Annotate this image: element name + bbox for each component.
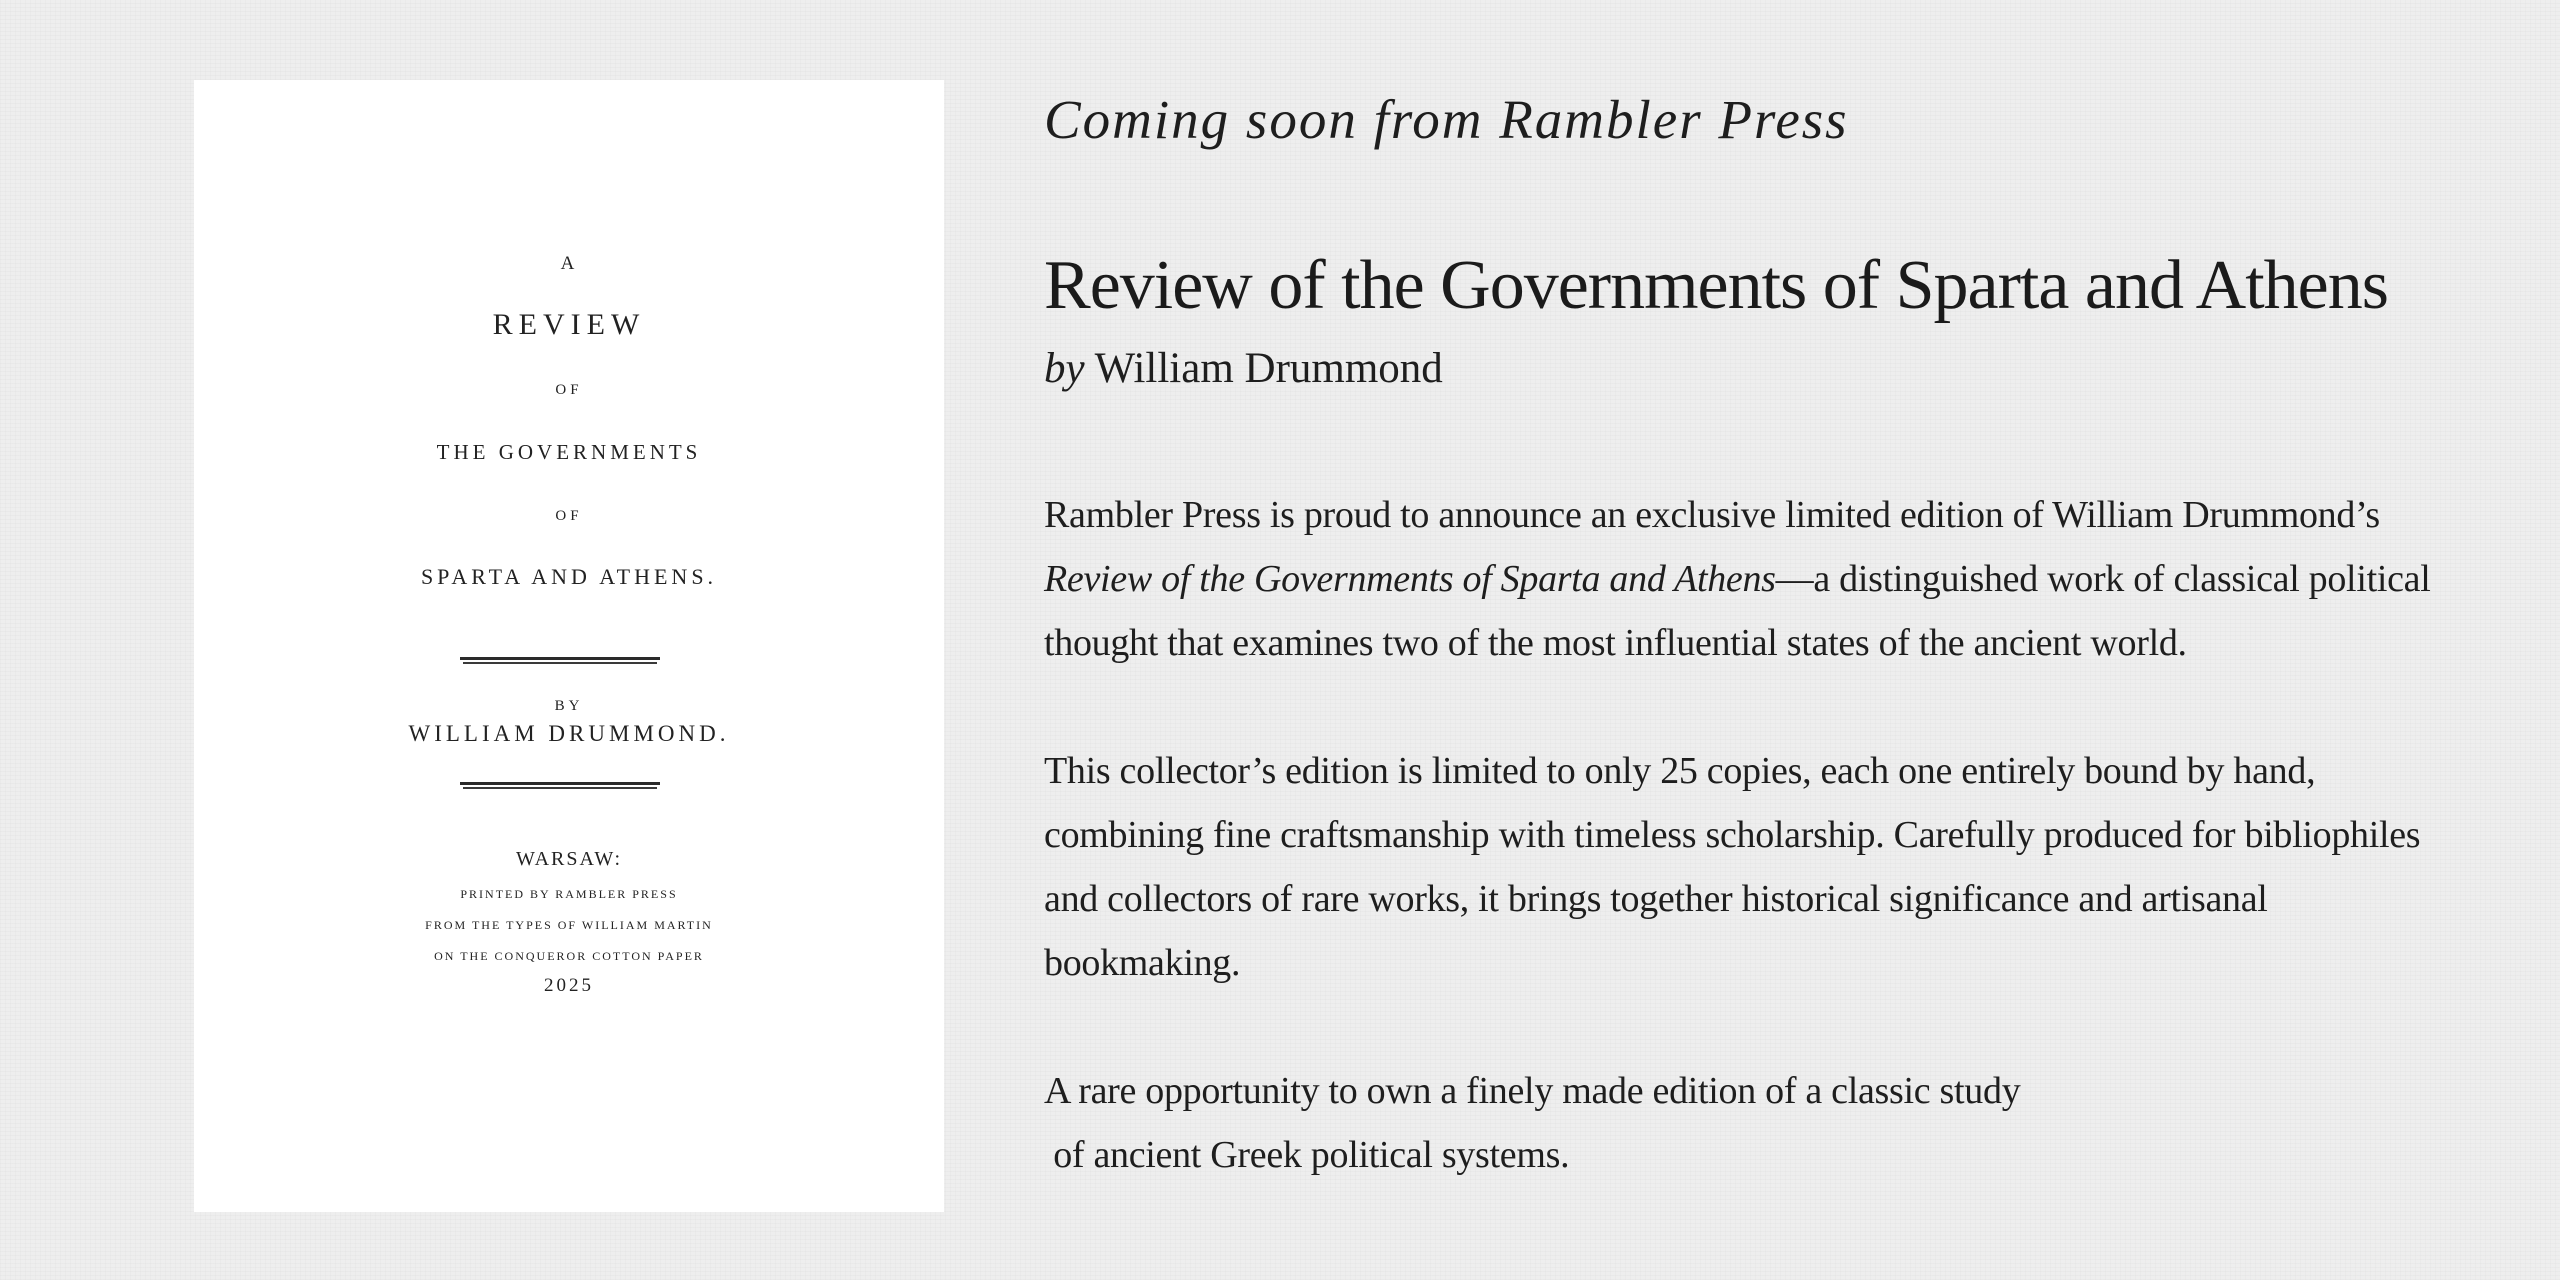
byline-author: William Drummond (1094, 345, 1443, 392)
title-page-printer: PRINTED BY RAMBLER PRESS (460, 887, 678, 901)
book-title: Review of the Governments of Sparta and Athens (1044, 247, 2388, 324)
title-page-year: 2025 (544, 975, 594, 996)
byline-prefix: by (1044, 345, 1085, 392)
book-title-page (194, 80, 944, 1212)
title-page-of-2: OF (555, 508, 583, 524)
paragraph-line: A rare opportunity to own a finely made edition of a classic study (1044, 1070, 2021, 1112)
title-page-by: BY (554, 698, 584, 714)
paragraph-line: thought that examines two of the most influential states of the ancient world. (1044, 622, 2187, 664)
byline (1044, 344, 1443, 393)
paragraph-line: and collectors of rare works, it brings together historical significance and artisanal (1044, 878, 2268, 920)
book-title-italic: Review of the Governments of Sparta and Athens (1044, 558, 1776, 600)
title-page-author: WILLIAM DRUMMOND. (408, 721, 730, 746)
title-page-governments: THE GOVERNMENTS (436, 440, 702, 464)
paragraph-line-rest: —a distinguished work of classical political (1775, 558, 2431, 600)
tagline: Coming soon from Rambler Press (1044, 89, 1849, 150)
title-page-of-1: OF (555, 382, 583, 398)
paragraph-line: bookmaking. (1044, 942, 1241, 984)
title-page-rule-1 (460, 657, 660, 665)
paragraph-line: combining fine craftsmanship with timeless scholarship. Carefully produced for bibliophiles (1044, 814, 2421, 856)
paragraph-line (1044, 547, 2430, 611)
title-page-city: WARSAW: (515, 848, 623, 870)
title-page-sparta-athens: SPARTA AND ATHENS. (420, 564, 718, 589)
paragraph-line: Rambler Press is proud to announce an exclusive limited edition of William Drummond’s (1044, 494, 2380, 536)
title-page-rule-2 (460, 782, 660, 790)
paragraph-line: of ancient Greek political systems. (1044, 1134, 1570, 1176)
paragraph-line: This collector’s edition is limited to only 25 copies, each one entirely bound by hand, (1044, 750, 2316, 792)
title-page-paper: ON THE CONQUEROR COTTON PAPER (434, 949, 704, 963)
title-page-review: REVIEW (492, 308, 646, 341)
title-page-article: A (560, 253, 578, 274)
title-page-types: FROM THE TYPES OF WILLIAM MARTIN (425, 918, 713, 932)
